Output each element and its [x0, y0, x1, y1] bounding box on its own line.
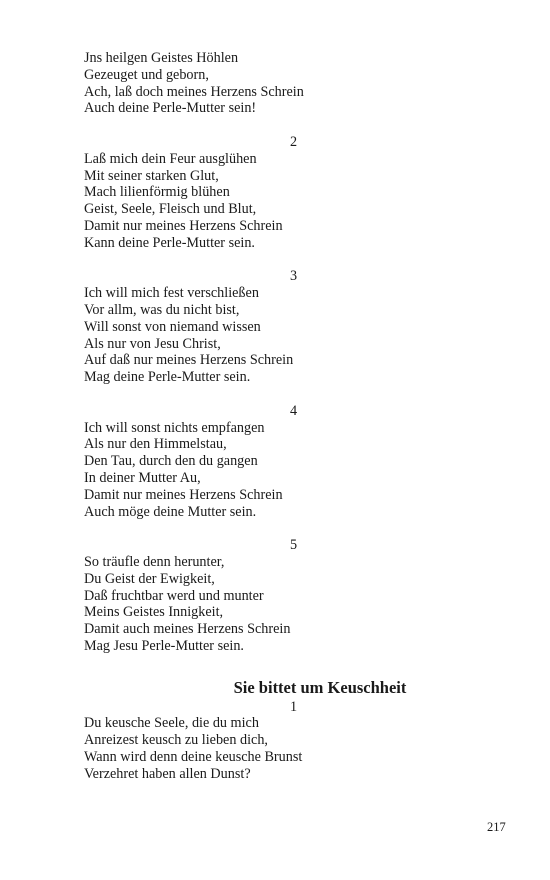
verse-line: Kann deine Perle-Mutter sein. — [84, 234, 255, 251]
page-number: 217 — [487, 820, 506, 834]
verse-line: Damit auch meines Herzens Schrein — [84, 621, 291, 638]
next-poem-stanza-1 — [84, 715, 504, 782]
verse-line: So träufle denn herunter, — [84, 553, 225, 570]
verse-line: Anreizest keusch zu lieben dich, — [84, 732, 268, 749]
verse-line: Mit seiner starken Glut, — [84, 167, 219, 184]
verse-line: Du keusche Seele, die du mich — [84, 715, 259, 732]
verse-line: Mach lilienförmig blühen — [84, 184, 230, 201]
verse-line: Als nur den Himmelstau, — [84, 436, 227, 453]
verse-line: Jns heilgen Geistes Höhlen — [84, 50, 239, 66]
verse-line: Meins Geistes Innigkeit, — [84, 604, 224, 621]
verse-line: Damit nur meines Herzens Schrein — [84, 486, 283, 503]
stanza-number: 3 — [290, 268, 298, 285]
verse-line: Auch deine Perle-Mutter sein! — [84, 100, 257, 117]
verse-line: Verzehret haben allen Dunst? — [84, 765, 251, 782]
verse-line: Ich will sonst nichts empfangen — [84, 419, 265, 436]
verse-line: Geist, Seele, Fleisch und Blut, — [84, 201, 257, 218]
verse-line: Ich will mich fest verschließen — [84, 285, 259, 302]
verse-line: Wann wird denn deine keusche Brunst — [84, 749, 303, 766]
stanza-5 — [84, 554, 504, 655]
verse-line: Als nur von Jesu Christ, — [84, 335, 221, 352]
verse-line: Will sonst von niemand wissen — [84, 318, 261, 335]
verse-line: Damit nur meines Herzens Schrein — [84, 217, 283, 234]
stanza-3 — [84, 285, 504, 386]
verse-line: In deiner Mutter Au, — [84, 469, 201, 486]
stanza-1 — [84, 50, 504, 117]
verse-line: Ach, laß doch meines Herzens Schrein — [84, 83, 304, 100]
stanza-number: 5 — [290, 537, 298, 554]
text-block — [84, 50, 504, 783]
stanza-number: 2 — [290, 133, 298, 150]
verse-line: Vor allm, was du nicht bist, — [84, 301, 240, 318]
verse-line: Laß mich dein Feur ausglühen — [84, 150, 257, 167]
stanza-2 — [84, 151, 504, 252]
verse-line: Gezeuget und geborn, — [84, 66, 209, 83]
stanza-number: 1 — [290, 698, 298, 715]
verse-line: Auch möge deine Mutter sein. — [84, 503, 257, 520]
verse-line: Auf daß nur meines Herzens Schrein — [84, 352, 294, 369]
verse-line: Mag Jesu Perle-Mutter sein. — [84, 637, 244, 654]
poem-title: Sie bittet um Keuschheit — [233, 677, 407, 697]
stanza-number: 4 — [290, 402, 298, 419]
verse-line: Daß fruchtbar werd und munter — [84, 587, 264, 604]
verse-line: Mag deine Perle-Mutter sein. — [84, 369, 251, 386]
stanza-4 — [84, 420, 504, 521]
verse-line: Den Tau, durch den du gangen — [84, 453, 258, 470]
verse-line: Du Geist der Ewigkeit, — [84, 570, 215, 587]
